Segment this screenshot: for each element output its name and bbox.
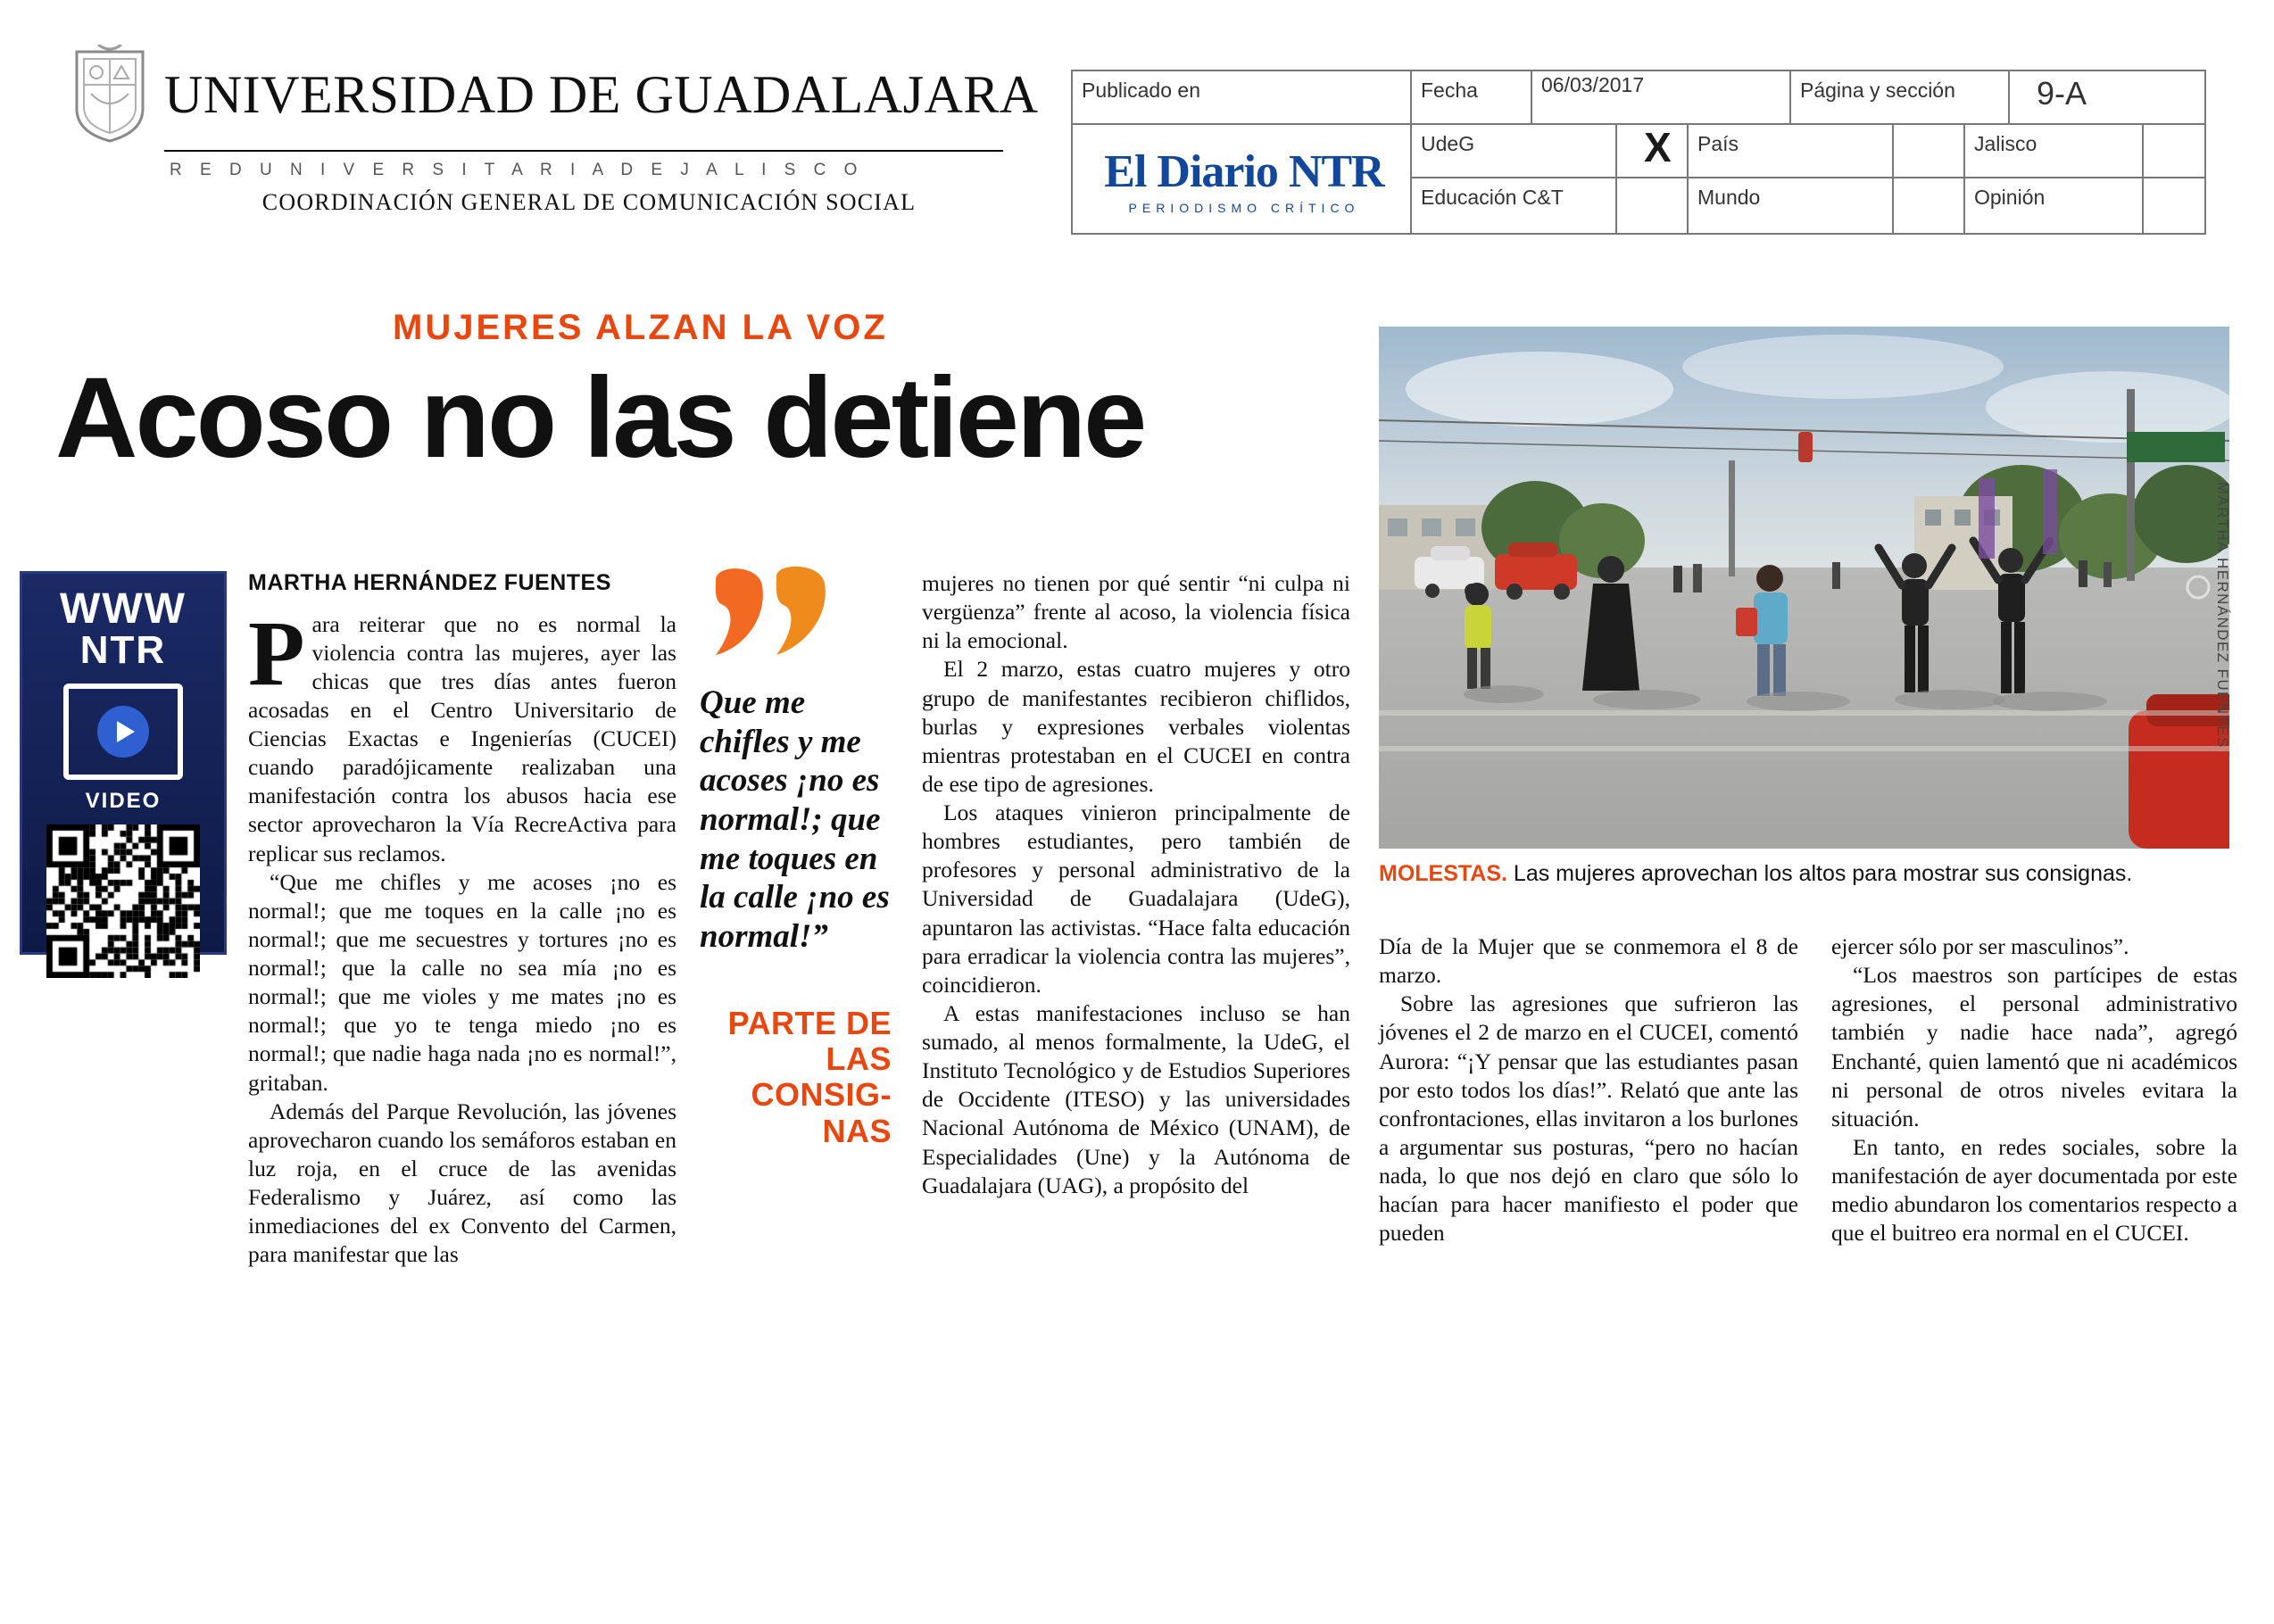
- date-value: 06/03/2017: [1532, 71, 1791, 125]
- category-educacion-mark: [1617, 178, 1689, 233]
- drop-cap: P: [248, 601, 305, 705]
- pull-quote-text: Que me chifles y me acoses ¡no es normal!; que me toques en la calle ¡no es normal!”: [700, 684, 890, 955]
- category-udeg: UdeG: [1412, 125, 1617, 178]
- document-header: [0, 0, 2274, 254]
- category-mundo: Mundo: [1689, 178, 1894, 233]
- diario-ntr-logo: [1075, 127, 1414, 233]
- paragraph: En tanto, en redes sociales, sobre la manifestación de ayer documentada por este medio abundaron los comentarios respecto a que el buitreo era normal en el CUCEI.: [1831, 1133, 2237, 1247]
- category-jalisco: Jalisco: [1965, 125, 2144, 178]
- photo-caption-lead: MOLESTAS.: [1379, 861, 1507, 886]
- qr-code[interactable]: [46, 824, 200, 978]
- pull-quote-block: [700, 562, 892, 1149]
- paragraph: A estas manifestaciones incluso se han sumado, al menos formalmente, la UdeG, el Instituto Tecnológico y de Estudios Superiores de Occidente (ITESO) y las universidades Nacional Autónoma de México (UNAM), de Especialidades (Une) y la Autónoma de Guadalajara (UAG), a propósito del: [922, 999, 1350, 1198]
- promo-brand: NTR: [79, 628, 167, 672]
- promo-www: WWW: [60, 585, 187, 633]
- selected-category-mark: X: [1644, 124, 1672, 170]
- logo-tagline: PERIODISMO CRÍTICO: [1128, 200, 1360, 215]
- article-column-2: [922, 569, 1350, 1200]
- paragraph: El 2 marzo, estas cuatro mujeres y otro grupo de manifestantes recibieron chiflidos, burlas y expresiones verbales violentas mientras protestaban en el CUCEI en contra de ese tipo de agresiones.: [922, 656, 1350, 797]
- news-article: [0, 268, 2274, 1624]
- university-network: R E D U N I V E R S I T A R I A D E J A L I S C O: [170, 161, 864, 179]
- quote-mark-icon: [705, 562, 848, 660]
- video-promo-box[interactable]: [20, 571, 227, 955]
- logo-ntr: NTR: [1288, 145, 1384, 197]
- photo-caption-text: Las mujeres aprovechan los altos para mostrar sus consignas.: [1506, 861, 2133, 886]
- udg-shield-icon: [71, 45, 148, 145]
- coordination-line: COORDINACIÓN GENERAL DE COMUNICACIÓN SOCIAL: [261, 189, 917, 215]
- article-column-3: [1379, 932, 1798, 1247]
- paragraph: [248, 601, 676, 868]
- category-pais: País: [1689, 125, 1894, 178]
- paragraph-text: ara reiterar que no es normal la violencia contra las mujeres, ayer las chicas que tres días antes fueron acosadas en el Centro Universitario de Ciencias Exactas e Ingenierías (CUCEI) cuando paradójicamente realizaban una manifestación contra los abusos hacia ese sector aprovecharon la Vía RecreActiva para replicar sus reclamos.: [248, 610, 676, 866]
- category-opinion: Opinión: [1965, 178, 2144, 233]
- paragraph: “Que me chifles y me acoses ¡no es normal!; que me toques en la calle ¡no es normal!; que me secuestres y tortures ¡no es normal!; que la calle no sea mía ¡no es normal!; que me violes y me mates ¡no es normal!; que yo te tenga miedo ¡no es normal!; que nadie haga nada ¡no es normal!”, gritaban.: [248, 868, 676, 1096]
- paragraph: “Los maestros son partícipes de estas agresiones, el personal administrativo también y nadie hace nada”, agregó Enchanté, quien lamentó que ni académicos ni personal de otros niveles evitara la situación.: [1831, 962, 2237, 1131]
- published-in-label: Publicado en: [1073, 71, 1412, 125]
- category-opinion-mark: [2144, 178, 2204, 233]
- university-name: UNIVERSIDAD DE GUADALAJARA: [164, 65, 1039, 124]
- publication-stamp-table: [1071, 70, 2206, 235]
- udg-branding: [71, 45, 1044, 216]
- category-jalisco-mark: [2144, 125, 2204, 178]
- paragraph: Los ataques vinieron principalmente de hombres estudiantes, pero también de profesores y personal administrativo de la Universidad de Guadalajara (UdeG), apuntaron las activistas. “Hace falta educación para erradicar la violencia contra las mujeres”, coincidieron.: [922, 800, 1350, 998]
- header-divider: [164, 150, 1003, 152]
- article-column-4: [1831, 932, 2237, 1247]
- page-section-value: 9-A: [2010, 71, 2204, 125]
- paragraph: Día de la Mujer que se conmemora el 8 de marzo.: [1379, 933, 1798, 989]
- article-byline: MARTHA HERNÁNDEZ FUENTES: [248, 570, 611, 595]
- logo-el-diario: El Diario: [1104, 145, 1278, 197]
- paragraph: ejercer sólo por ser masculinos”.: [1831, 933, 2129, 959]
- article-column-1: [248, 569, 676, 1269]
- pull-quote-label: PARTE DE LAS CONSIG-NAS: [727, 1004, 892, 1149]
- category-educacion: Educación C&T: [1412, 178, 1617, 233]
- photo-caption: [1379, 861, 2236, 887]
- promo-video-label: VIDEO: [85, 789, 162, 813]
- article-headline: Acoso no las detiene: [55, 354, 1145, 482]
- paragraph: Además del Parque Revolución, las jóvenes aprovecharon cuando los semáforos estaban en luz roja, en el cruce de las avenidas Federalismo y Juárez, así como las inmediaciones del ex Convento del Carmen, para manifestar que las: [248, 1098, 676, 1268]
- play-icon[interactable]: [63, 684, 183, 780]
- category-mundo-mark: [1894, 178, 1965, 233]
- paragraph: mujeres no tienen por qué sentir “ni culpa ni vergüenza” frente al acoso, la violencia física ni la emocional.: [922, 570, 1350, 654]
- category-pais-mark: [1894, 125, 1965, 178]
- photo-credit: MARTHA HERNÁNDEZ FUENTES: [2214, 482, 2231, 749]
- article-kicker: MUJERES ALZAN LA VOZ: [393, 308, 888, 347]
- date-label: Fecha: [1412, 71, 1532, 125]
- article-photo: [1379, 327, 2229, 849]
- page-section-label: Página y sección: [1791, 71, 2010, 125]
- paragraph: Sobre las agresiones que sufrieron las jóvenes el 2 de marzo en el CUCEI, comentó Aurora: “¡Y pensar que las estudiantes pasan por esto todos los días!”. Relató que ante las confrontaciones, ellas invitaron a los burlones a argumentar sus posturas, “pero no hacían nada, lo que nos dejó en claro que sólo lo hacían para hacer manifiesto el poder que pueden: [1379, 990, 1798, 1247]
